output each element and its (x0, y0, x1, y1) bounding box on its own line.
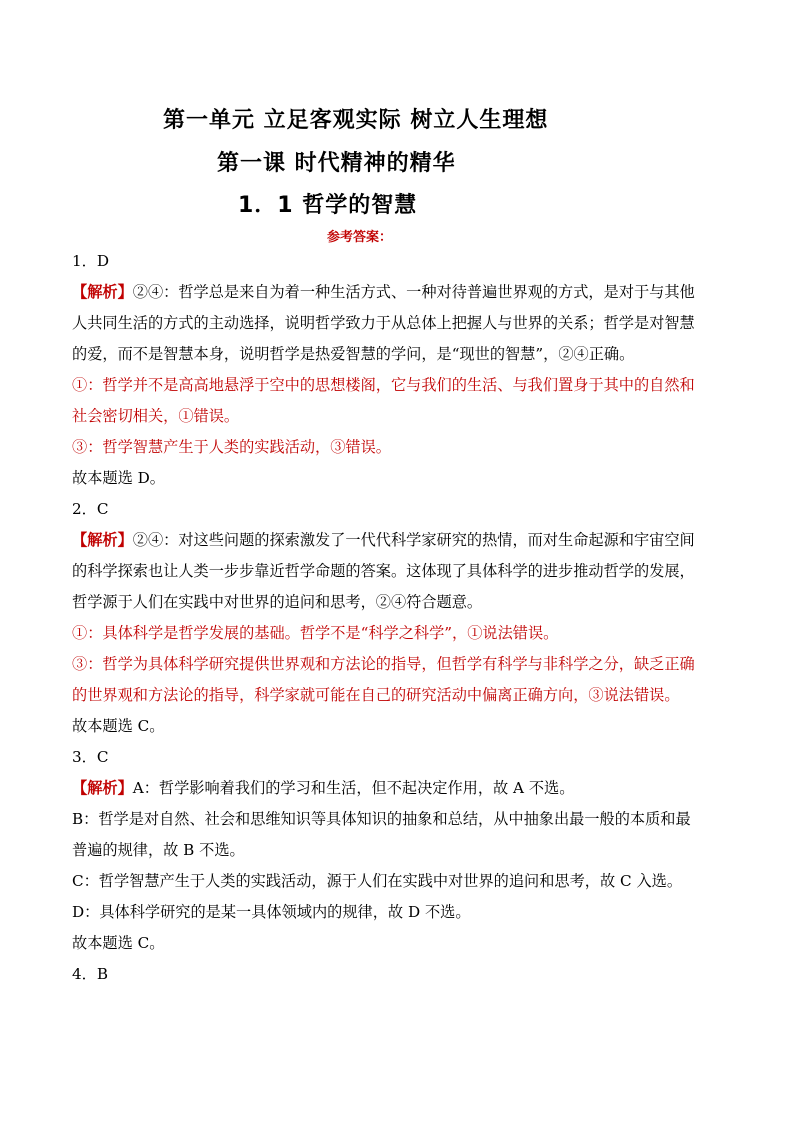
q1-analysis-line-2: 人共同生活的方式的主动选择，说明哲学致力于从总体上把握人与世界的关系；哲学是对智慧 (72, 314, 695, 332)
answers-label: 参考答案： (327, 230, 393, 245)
q2-wrong-line-2: ③：哲学为具体科学研究提供世界观和方法论的指导，但哲学有科学与非科学之分，缺乏正确 (72, 655, 695, 673)
q1-analysis-tag: 【解析】 (72, 283, 133, 301)
q3-conclusion: 故本题选 C。 (72, 934, 165, 952)
section-title: 1．1 哲学的智慧 (238, 193, 418, 218)
q3-analysis-line-4: C：哲学智慧产生于人类的实践活动，源于人们在实践中对世界的追问和思考，故 C 入选。 (72, 872, 683, 890)
q2-conclusion: 故本题选 C。 (72, 717, 165, 735)
q1-analysis-line-1 (72, 277, 727, 308)
lesson-title: 第一课 时代精神的精华 (217, 151, 456, 176)
q2-analysis-line-3: 哲学源于人们在实践中对世界的追问和思考，②④符合题意。 (72, 593, 483, 611)
q2-answer: 2．C (72, 500, 109, 518)
q2-wrong-line-3: 的世界观和方法论的指导，科学家就可能在自己的研究活动中偏离正确方向，③说法错误。 (72, 686, 680, 704)
q2-wrong-line-1: ①：具体科学是哲学发展的基础。哲学不是“科学之科学”，①说法错误。 (72, 624, 559, 642)
q4-answer: 4．B (72, 965, 109, 983)
q3-analysis-line-1 (72, 773, 727, 804)
q1-analysis-line-3: 的爱，而不是智慧本身，说明哲学是热爱智慧的学问，是“现世的智慧”，②④正确。 (72, 345, 635, 363)
q2-analysis-line-1 (72, 525, 727, 556)
q3-analysis-line-5: D：具体科学研究的是某一具体领域内的规律，故 D 不选。 (72, 903, 471, 921)
q1-conclusion: 故本题选 D。 (72, 469, 165, 487)
q3-answer: 3．C (72, 748, 109, 766)
q1-wrong-line-2: 社会密切相关，①错误。 (72, 407, 240, 425)
q1-wrong-line-3: ③：哲学智慧产生于人类的实践活动，③错误。 (72, 438, 391, 456)
q3-analysis-tag: 【解析】 (72, 779, 133, 797)
unit-title: 第一单元 立足客观实际 树立人生理想 (163, 108, 549, 133)
q3-analysis-text-1: A：哲学影响着我们的学习和生活，但不起决定作用，故 A 不选。 (132, 779, 575, 797)
q2-analysis-tag: 【解析】 (72, 531, 133, 549)
q1-wrong-line-1: ①：哲学并不是高高地悬浮于空中的思想楼阁，它与我们的生活、与我们置身于其中的自然和 (72, 376, 695, 394)
q1-answer: 1．D (72, 252, 110, 270)
q3-analysis-line-2: B：哲学是对自然、社会和思维知识等具体知识的抽象和总结，从中抽象出最一般的本质和最 (72, 810, 691, 828)
q2-analysis-text-1: ②④：对这些问题的探索激发了一代代科学家研究的热情，而对生命起源和宇宙空间 (132, 531, 695, 549)
q2-analysis-line-2: 的科学探索也让人类一步步靠近哲学命题的答案。这体现了具体科学的进步推动哲学的发展， (72, 562, 695, 580)
answers-body (72, 246, 727, 990)
q3-analysis-line-3: 普遍的规律，故 B 不选。 (72, 841, 245, 859)
q1-analysis-text-1: ②④：哲学总是来自为着一种生活方式、一种对待普遍世界观的方式，是对于与其他 (132, 283, 695, 301)
